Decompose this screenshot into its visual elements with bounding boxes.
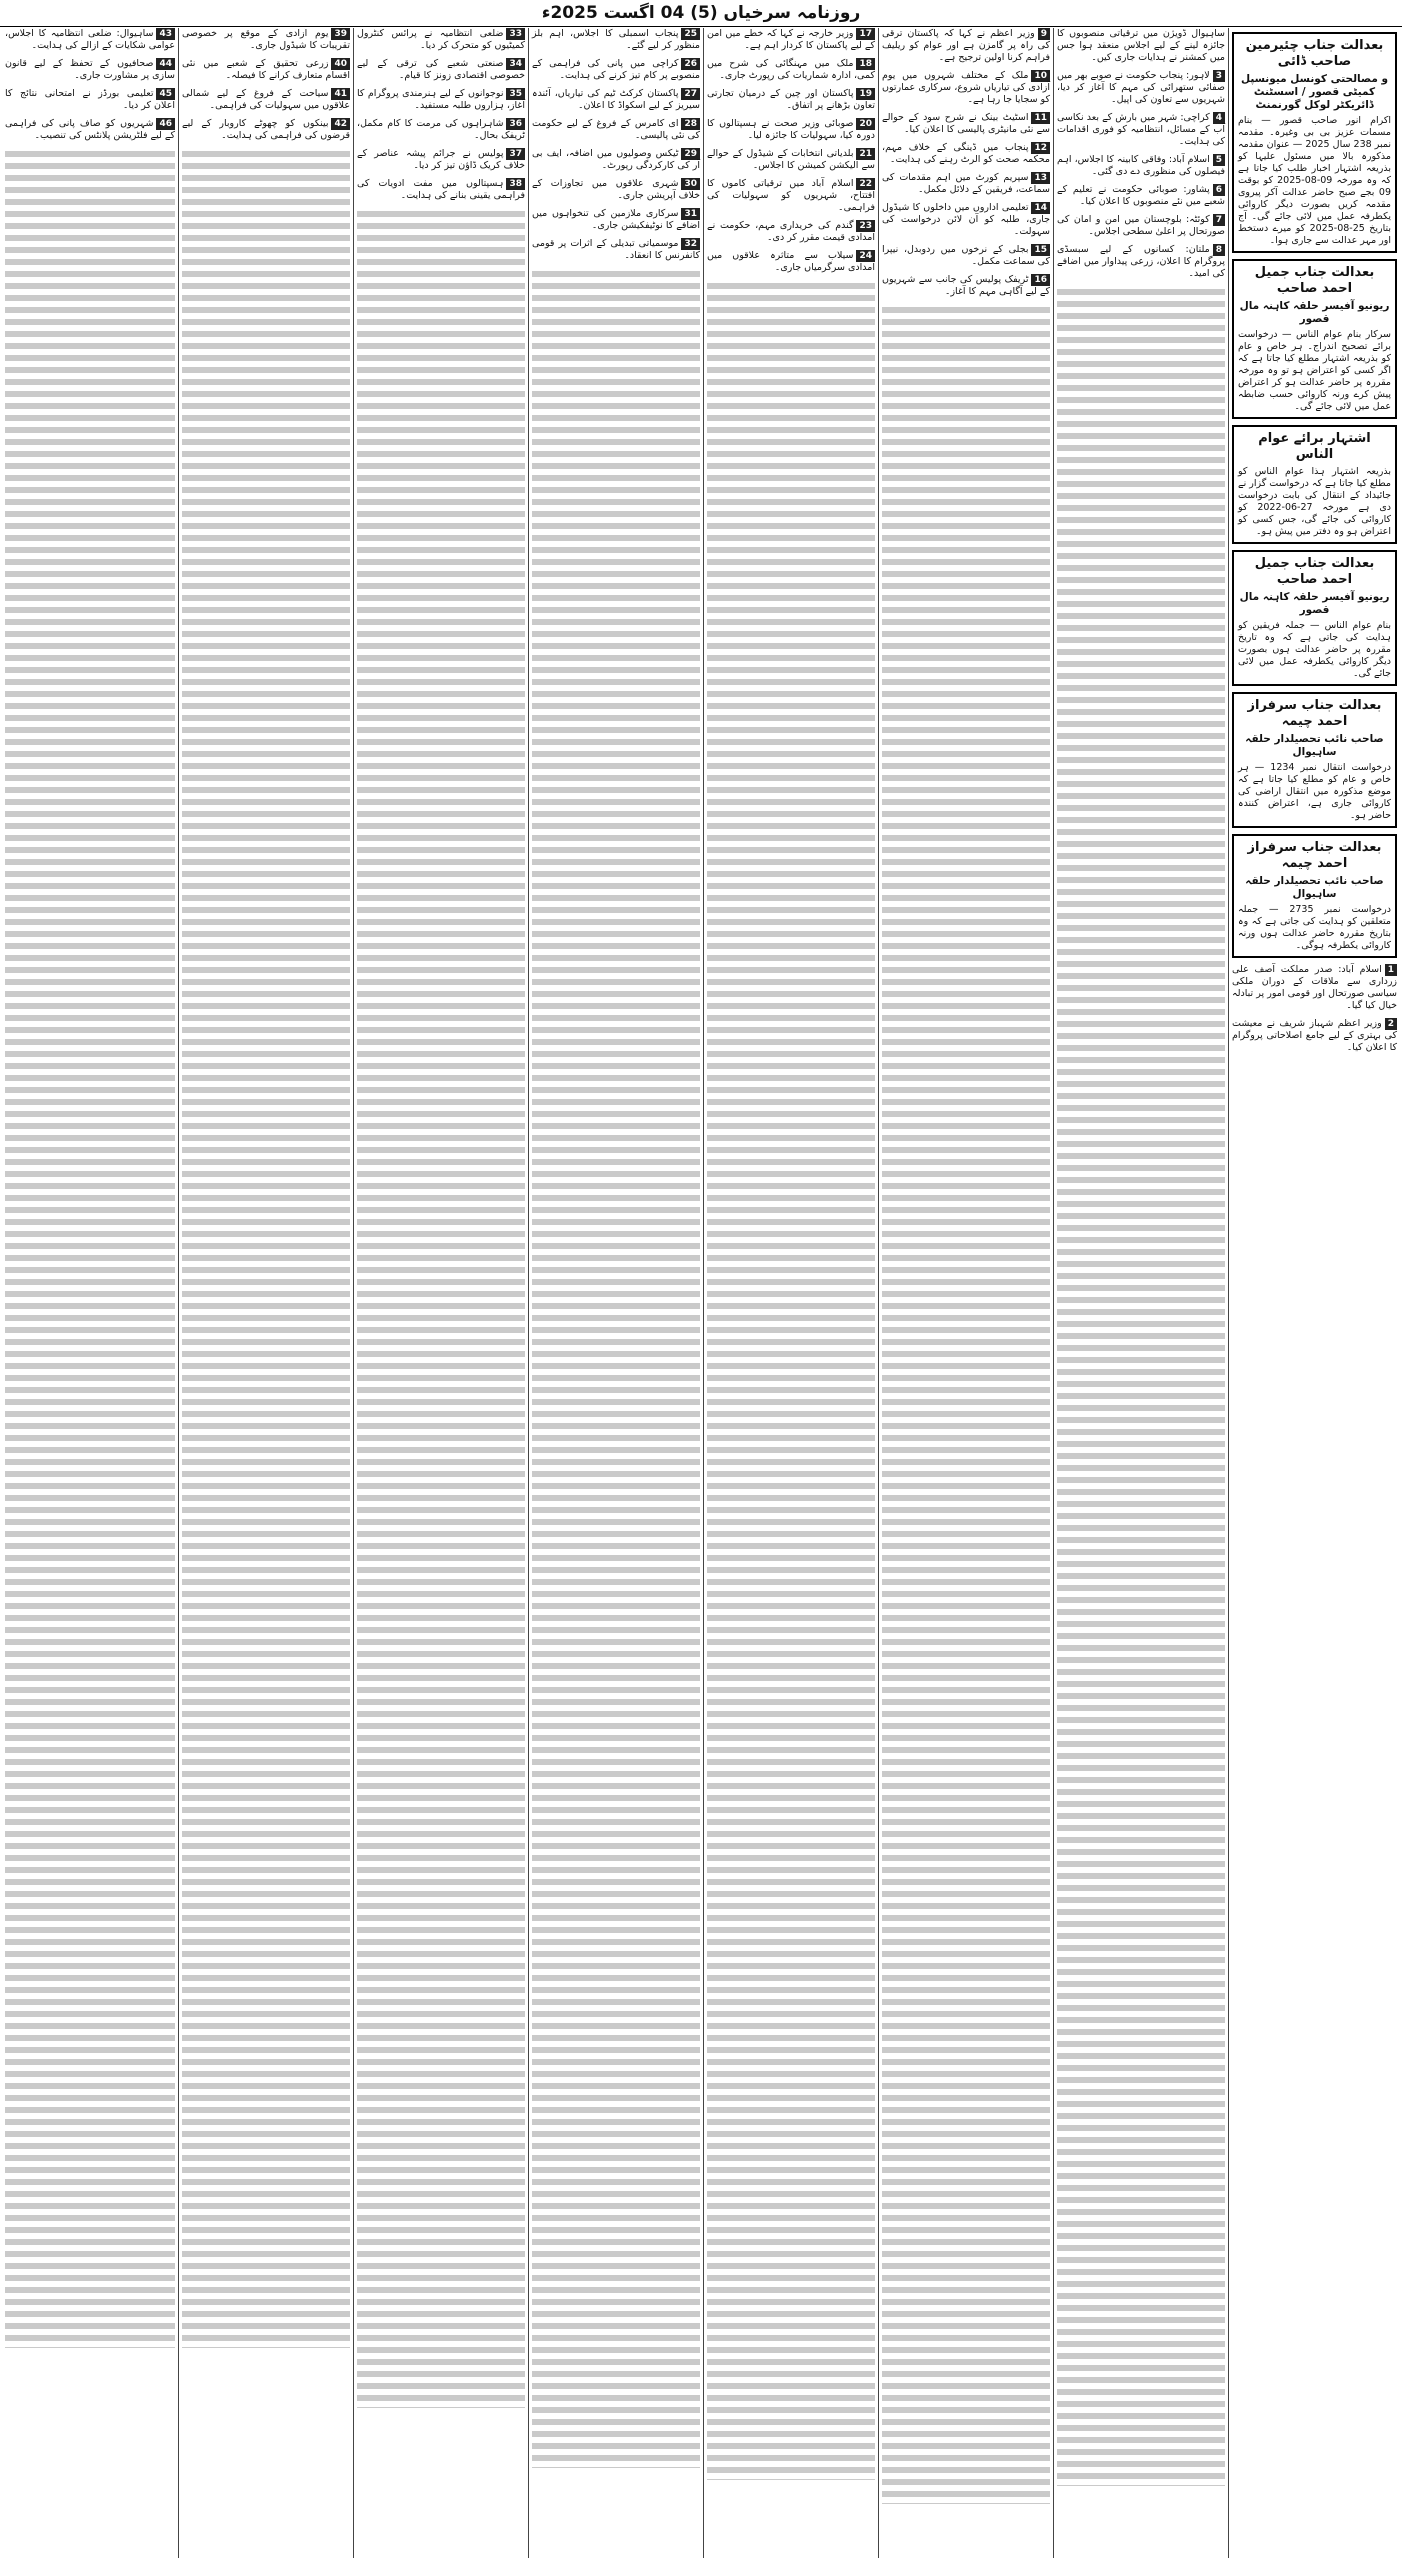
paragraph-text: پنجاب میں ڈینگی کے خلاف مہم، محکمہ صحت کو الرٹ رہنے کی ہدایت۔: [882, 142, 1050, 165]
notice-subtitle: صاحب نائب تحصیلدار حلقہ ساہیوال: [1245, 733, 1384, 758]
paragraph-text: ٹریفک پولیس کی جانب سے شہریوں کے لیے آگاہی مہم کا آغاز۔: [882, 274, 1050, 297]
paragraph-number: 19: [856, 88, 875, 100]
notice-body: درخواست انتقال نمبر 1234 — ہر خاص و عام کو مطلع کیا جاتا ہے کہ موضع مذکورہ میں انتقال اراضی کی کاروائی جاری ہے، اعتراض کنندہ حاضر ہو۔: [1238, 762, 1391, 821]
paragraph-number: 11: [1031, 112, 1050, 124]
paragraph-number: 8: [1213, 244, 1225, 256]
paragraph-text: پولیس نے جرائم پیشہ عناصر کے خلاف کریک ڈاؤن تیز کر دیا۔: [357, 148, 525, 171]
news-paragraph: [182, 58, 350, 82]
paragraph-text: وزیر خارجہ نے کہا کہ خطے میں امن کے لیے پاکستان کا کردار اہم ہے۔: [707, 28, 875, 51]
paragraph-number: 18: [856, 58, 875, 70]
news-paragraph: [5, 118, 175, 142]
paragraph-number: 22: [856, 178, 875, 190]
news-paragraph: [882, 244, 1050, 268]
legal-notice: [1232, 425, 1397, 544]
paragraph-number: 30: [681, 178, 700, 190]
paragraph-number: 13: [1031, 172, 1050, 184]
paragraph-text: پنجاب اسمبلی کا اجلاس، اہم بلز منظور کر لیے گئے۔: [532, 28, 700, 51]
news-paragraph: [532, 88, 700, 112]
paragraph-text: ضلعی انتظامیہ نے پرائس کنٹرول کمیٹیوں کو متحرک کر دیا۔: [357, 28, 525, 51]
paragraph-text: تعلیمی بورڈز نے امتحانی نتائج کا اعلان کر دیا۔: [5, 88, 175, 111]
news-paragraph: [357, 88, 525, 112]
news-paragraph: [1057, 184, 1225, 208]
notice-title: بعدالت جناب سرفراز احمد چیمہ: [1247, 698, 1382, 729]
paragraph-number: 36: [506, 118, 525, 130]
news-paragraph: [182, 118, 350, 142]
paragraph-text: صوبائی وزیر صحت نے ہسپتالوں کا دورہ کیا، سہولیات کا جائزہ لیا۔: [707, 118, 875, 141]
news-paragraph: [5, 58, 175, 82]
paragraph-number: 26: [681, 58, 700, 70]
news-paragraph: [707, 88, 875, 112]
paragraph-text: ای کامرس کے فروغ کے لیے حکومت کی نئی پالیسی۔: [532, 118, 700, 141]
paragraph-number: 23: [856, 220, 875, 232]
notice-body: سرکار بنام عوام الناس — درخواست برائے تصحیح اندراج۔ ہر خاص و عام کو بذریعہ اشتہار مطلع کیا جاتا ہے کہ اگر کسی کو اعتراض ہو تو وہ مورخہ مقررہ پر حاضر عدالت ہو کر اعتراض پیش کرے ورنہ کاروائی حسب ضابطہ عمل میں لائی جائے گی۔: [1238, 329, 1391, 412]
text-texture: [1057, 286, 1225, 2486]
paragraph-number: 33: [506, 28, 525, 40]
news-paragraph: [1057, 28, 1225, 64]
news-paragraph: [182, 88, 350, 112]
news-paragraph: [532, 178, 700, 202]
paragraph-number: 42: [331, 118, 350, 130]
paragraph-text: ہسپتالوں میں مفت ادویات کی فراہمی یقینی بنانے کی ہدایت۔: [357, 178, 525, 201]
paragraph-text: کوئٹہ: بلوچستان میں امن و امان کی صورتحال پر اعلیٰ سطحی اجلاس۔: [1057, 214, 1225, 237]
news-paragraph: [357, 178, 525, 202]
notice-subtitle: ریونیو آفیسر حلقہ کاہنہ مال قصور: [1239, 591, 1390, 616]
paragraph-text: نوجوانوں کے لیے ہنرمندی پروگرام کا آغاز، ہزاروں طلبہ مستفید۔: [357, 88, 525, 111]
legal-notice: [1232, 692, 1397, 828]
paragraph-text: بجلی کے نرخوں میں ردوبدل، نیپرا کی سماعت مکمل۔: [882, 244, 1050, 267]
paragraph-text: ملک میں مہنگائی کی شرح میں کمی، ادارہ شماریات کی رپورٹ جاری۔: [707, 58, 875, 81]
news-paragraph: [1232, 1018, 1397, 1054]
news-paragraph: [882, 112, 1050, 136]
paragraph-number: 29: [681, 148, 700, 160]
paragraph-number: 6: [1213, 184, 1225, 196]
paragraph-text: پاکستان کرکٹ ٹیم کی تیاریاں، آئندہ سیریز کے لیے اسکواڈ کا اعلان۔: [532, 88, 700, 111]
news-paragraph: [1057, 214, 1225, 238]
paragraph-number: 25: [681, 28, 700, 40]
paragraph-text: سپریم کورٹ میں اہم مقدمات کی سماعت، فریقین کے دلائل مکمل۔: [882, 172, 1050, 195]
paragraph-number: 40: [331, 58, 350, 70]
paragraph-text: شاہراہوں کی مرمت کا کام مکمل، ٹریفک بحال۔: [357, 118, 525, 141]
paragraph-text: ملک کے مختلف شہروں میں یوم آزادی کی تیاریاں شروع، سرکاری عمارتوں کو سجایا جا رہا ہے۔: [882, 70, 1050, 105]
notice-title: بعدالت جناب سرفراز احمد چیمہ: [1247, 840, 1382, 871]
paragraph-text: ٹیکس وصولیوں میں اضافہ، ایف بی آر کی کارکردگی رپورٹ۔: [532, 148, 700, 171]
paragraph-number: 7: [1213, 214, 1225, 226]
legal-notice: [1232, 834, 1397, 958]
news-paragraph: [357, 148, 525, 172]
notice-title: بعدالت جناب جمیل احمد صاحب: [1254, 556, 1375, 587]
text-texture: [5, 148, 175, 2348]
news-paragraph: [707, 250, 875, 274]
paragraph-number: 9: [1038, 28, 1050, 40]
paragraph-number: 45: [156, 88, 175, 100]
paragraph-number: 35: [506, 88, 525, 100]
legal-notice: [1232, 32, 1397, 253]
legal-notice: [1232, 259, 1397, 419]
paragraph-number: 24: [856, 250, 875, 262]
paragraph-text: ملتان: کسانوں کے لیے سبسڈی پروگرام کا اعلان، زرعی پیداوار میں اضافے کی امید۔: [1057, 244, 1225, 279]
paragraph-number: 43: [156, 28, 175, 40]
text-texture: [182, 148, 350, 2348]
paragraph-text: سیاحت کے فروغ کے لیے شمالی علاقوں میں سہولیات کی فراہمی۔: [182, 88, 350, 111]
paragraph-text: موسمیاتی تبدیلی کے اثرات پر قومی کانفرنس کا انعقاد۔: [532, 238, 700, 261]
paragraph-text: سرکاری ملازمین کی تنخواہوں میں اضافے کا نوٹیفکیشن جاری۔: [532, 208, 700, 231]
paragraph-number: 21: [856, 148, 875, 160]
news-paragraph: [882, 202, 1050, 238]
paragraph-number: 39: [331, 28, 350, 40]
paragraph-number: 34: [506, 58, 525, 70]
column-1: [1228, 28, 1400, 2558]
news-paragraph: [182, 28, 350, 52]
news-paragraph: [882, 142, 1050, 166]
paragraph-text: یوم آزادی کے موقع پر خصوصی تقریبات کا شیڈول جاری۔: [182, 28, 350, 51]
paragraph-number: 38: [506, 178, 525, 190]
column-3: [878, 28, 1053, 2558]
notice-subtitle: و مصالحتی کونسل میونسپل کمیٹی قصور / اسسٹنٹ ڈائریکٹر لوکل گورنمنٹ: [1240, 73, 1389, 111]
paragraph-text: گندم کی خریداری مہم، حکومت نے امدادی قیمت مقرر کر دی۔: [707, 220, 875, 243]
paragraph-number: 17: [856, 28, 875, 40]
notice-body: بنام عوام الناس — جملہ فریقین کو ہدایت کی جاتی ہے کہ وہ تاریخ مقررہ پر حاضر عدالت ہوں بصورت دیگر کاروائی یکطرفہ عمل میں لائی جائے گی۔: [1238, 620, 1391, 679]
notice-title: بعدالت جناب چئیرمین صاحب ڈائی: [1245, 38, 1384, 69]
news-paragraph: [882, 28, 1050, 64]
news-paragraph: [357, 118, 525, 142]
news-paragraph: [532, 58, 700, 82]
news-paragraph: [357, 28, 525, 52]
paragraph-text: وزیر اعظم نے کہا کہ پاکستان ترقی کی راہ پر گامزن ہے اور عوام کو ریلیف فراہم کرنا اولین ترجیح ہے۔: [882, 28, 1050, 63]
paragraph-number: 16: [1031, 274, 1050, 286]
page-masthead: روزنامہ سرخیاں (5) 04 اگست 2025ء: [0, 0, 1402, 27]
notice-body: درخواست نمبر 2735 — جملہ متعلقین کو ہدایت کی جاتی ہے کہ وہ بتاریخ مقررہ حاضر عدالت ہوں ورنہ کاروائی یکطرفہ ہوگی۔: [1238, 904, 1391, 951]
news-paragraph: [882, 274, 1050, 298]
news-paragraph: [1232, 964, 1397, 1012]
paragraph-text: کراچی میں پانی کی فراہمی کے منصوبے پر کام تیز کرنے کی ہدایت۔: [532, 58, 700, 81]
paragraph-number: 1: [1385, 964, 1397, 976]
paragraph-text: زرعی تحقیق کے شعبے میں نئی اقسام متعارف کرانے کا فیصلہ۔: [182, 58, 350, 81]
paragraph-number: 44: [156, 58, 175, 70]
news-paragraph: [1057, 244, 1225, 280]
paragraph-text: اسلام آباد: صدر مملکت آصف علی زرداری سے ملاقات کے دوران ملکی سیاسی صورتحال اور قومی امور پر تبادلہ خیال کیا گیا۔: [1232, 964, 1397, 1011]
paragraph-text: صنعتی شعبے کی ترقی کے لیے خصوصی اقتصادی زونز کا قیام۔: [357, 58, 525, 81]
news-paragraph: [5, 88, 175, 112]
text-texture: [707, 280, 875, 2480]
paragraph-text: ساہیوال: ضلعی انتظامیہ کا اجلاس، عوامی شکایات کے ازالے کی ہدایت۔: [5, 28, 175, 51]
paragraph-number: 37: [506, 148, 525, 160]
text-texture: [532, 268, 700, 2468]
news-paragraph: [5, 28, 175, 52]
news-paragraph: [707, 178, 875, 214]
paragraph-number: 3: [1213, 70, 1225, 82]
news-paragraph: [1057, 112, 1225, 148]
news-paragraph: [1057, 154, 1225, 178]
column-4: [703, 28, 878, 2558]
notice-title: بعدالت جناب جمیل احمد صاحب: [1254, 265, 1375, 296]
notice-body: اکرام انور صاحب قصور — بنام مسمات عزیز بی بی وغیرہ۔ مقدمہ نمبر 238 سال 2025 — عنوان مقدمہ مذکورہ بالا میں مسئول علیہا کو بذریعہ اشتہار اخبار طلب کیا جاتا ہے کہ وہ مورخہ 09-08-2025 کو بوقت 09 بجے صبح حاضر عدالت آکر پیروی مقدمہ کریں بصورت دیگر کاروائی یکطرفہ عمل میں لائی جائے گی۔ آج بتاریخ 25-08-2025 کو میرے دستخط اور مہر عدالت سے جاری ہوا۔: [1238, 115, 1392, 246]
paragraph-text: اسلام آباد: وفاقی کابینہ کا اجلاس، اہم فیصلوں کی منظوری دے دی گئی۔: [1057, 154, 1225, 177]
paragraph-text: اسلام آباد میں ترقیاتی کاموں کا افتتاح، شہریوں کو سہولیات کی فراہمی۔: [707, 178, 875, 213]
paragraph-number: 15: [1031, 244, 1050, 256]
news-paragraph: [532, 148, 700, 172]
paragraph-text: صحافیوں کے تحفظ کے لیے قانون سازی پر مشاورت جاری۔: [5, 58, 175, 81]
paragraph-number: 31: [681, 208, 700, 220]
column-6: [353, 28, 528, 2558]
news-paragraph: [532, 238, 700, 262]
text-texture: [357, 208, 525, 2408]
news-paragraph: [707, 148, 875, 172]
news-paragraph: [882, 172, 1050, 196]
paragraph-number: 4: [1213, 112, 1225, 124]
paragraph-number: 46: [156, 118, 175, 130]
news-paragraph: [532, 208, 700, 232]
paragraph-text: بینکوں کو چھوٹے کاروبار کے لیے قرضوں کی فراہمی کی ہدایت۔: [182, 118, 350, 141]
paragraph-number: 20: [856, 118, 875, 130]
news-paragraph: [532, 28, 700, 52]
column-8: [2, 28, 178, 2558]
news-paragraph: [707, 118, 875, 142]
news-paragraph: [707, 220, 875, 244]
paragraph-number: 2: [1385, 1018, 1397, 1030]
paragraph-number: 5: [1213, 154, 1225, 166]
text-texture: [882, 304, 1050, 2504]
paragraph-number: 27: [681, 88, 700, 100]
news-paragraph: [882, 70, 1050, 106]
news-paragraph: [1057, 70, 1225, 106]
paragraph-text: سیلاب سے متاثرہ علاقوں میں امدادی سرگرمیاں جاری۔: [707, 250, 875, 273]
notice-subtitle: ریونیو آفیسر حلقہ کاہنہ مال قصور: [1239, 300, 1390, 325]
paragraph-number: 12: [1031, 142, 1050, 154]
paragraph-number: 14: [1031, 202, 1050, 214]
notice-title: اشتہار برائے عوام الناس: [1258, 431, 1371, 462]
paragraph-text: لاہور: پنجاب حکومت نے صوبے بھر میں صفائی ستھرائی کی مہم کا آغاز کر دیا، شہریوں سے تعاون کی اپیل۔: [1057, 70, 1225, 105]
legal-notice: [1232, 550, 1397, 686]
news-paragraph: [707, 58, 875, 82]
column-5: [528, 28, 703, 2558]
paragraph-text: ساہیوال ڈویژن میں ترقیاتی منصوبوں کا جائزہ لینے کے لیے اجلاس منعقد ہوا جس میں کمشنر نے ہدایات جاری کیں۔: [1057, 28, 1225, 63]
paragraph-text: بلدیاتی انتخابات کے شیڈول کے حوالے سے الیکشن کمیشن کا اجلاس۔: [707, 148, 875, 171]
paragraph-text: تعلیمی اداروں میں داخلوں کا شیڈول جاری، طلبہ کو آن لائن درخواست کی سہولت۔: [882, 202, 1050, 237]
column-7: [178, 28, 353, 2558]
paragraph-number: 28: [681, 118, 700, 130]
paragraph-text: کراچی: شہر میں بارش کے بعد نکاسی آب کے مسائل، انتظامیہ کو فوری اقدامات کی ہدایت۔: [1057, 112, 1225, 147]
paragraph-number: 32: [681, 238, 700, 250]
news-paragraph: [707, 28, 875, 52]
paragraph-number: 41: [331, 88, 350, 100]
news-paragraph: [532, 118, 700, 142]
notice-body: بذریعہ اشتہار ہذا عوام الناس کو مطلع کیا جاتا ہے کہ درخواست گزار نے جائیداد کے انتقال کی بابت درخواست دی ہے مورخہ 27-06-2022 کو کاروائی کی جائے گی، جس کسی کو اعتراض ہو وہ دفتر میں پیش ہو۔: [1238, 466, 1391, 537]
news-paragraph: [357, 58, 525, 82]
paragraph-text: وزیر اعظم شہباز شریف نے معیشت کی بہتری کے لیے جامع اصلاحاتی پروگرام کا اعلان کیا۔: [1232, 1018, 1397, 1053]
paragraph-number: 10: [1031, 70, 1050, 82]
paragraph-text: اسٹیٹ بینک نے شرح سود کے حوالے سے نئی مانیٹری پالیسی کا اعلان کیا۔: [882, 112, 1050, 135]
notice-subtitle: صاحب نائب تحصیلدار حلقہ ساہیوال: [1245, 875, 1384, 900]
paragraph-text: شہری علاقوں میں تجاوزات کے خلاف آپریشن جاری۔: [532, 178, 700, 201]
paragraph-text: شہریوں کو صاف پانی کی فراہمی کے لیے فلٹریشن پلانٹس کی تنصیب۔: [5, 118, 175, 141]
paragraph-text: پشاور: صوبائی حکومت نے تعلیم کے شعبے میں نئے منصوبوں کا اعلان کیا۔: [1057, 184, 1225, 207]
column-2: [1053, 28, 1228, 2558]
paragraph-text: پاکستان اور چین کے درمیان تجارتی تعاون بڑھانے پر اتفاق۔: [707, 88, 875, 111]
